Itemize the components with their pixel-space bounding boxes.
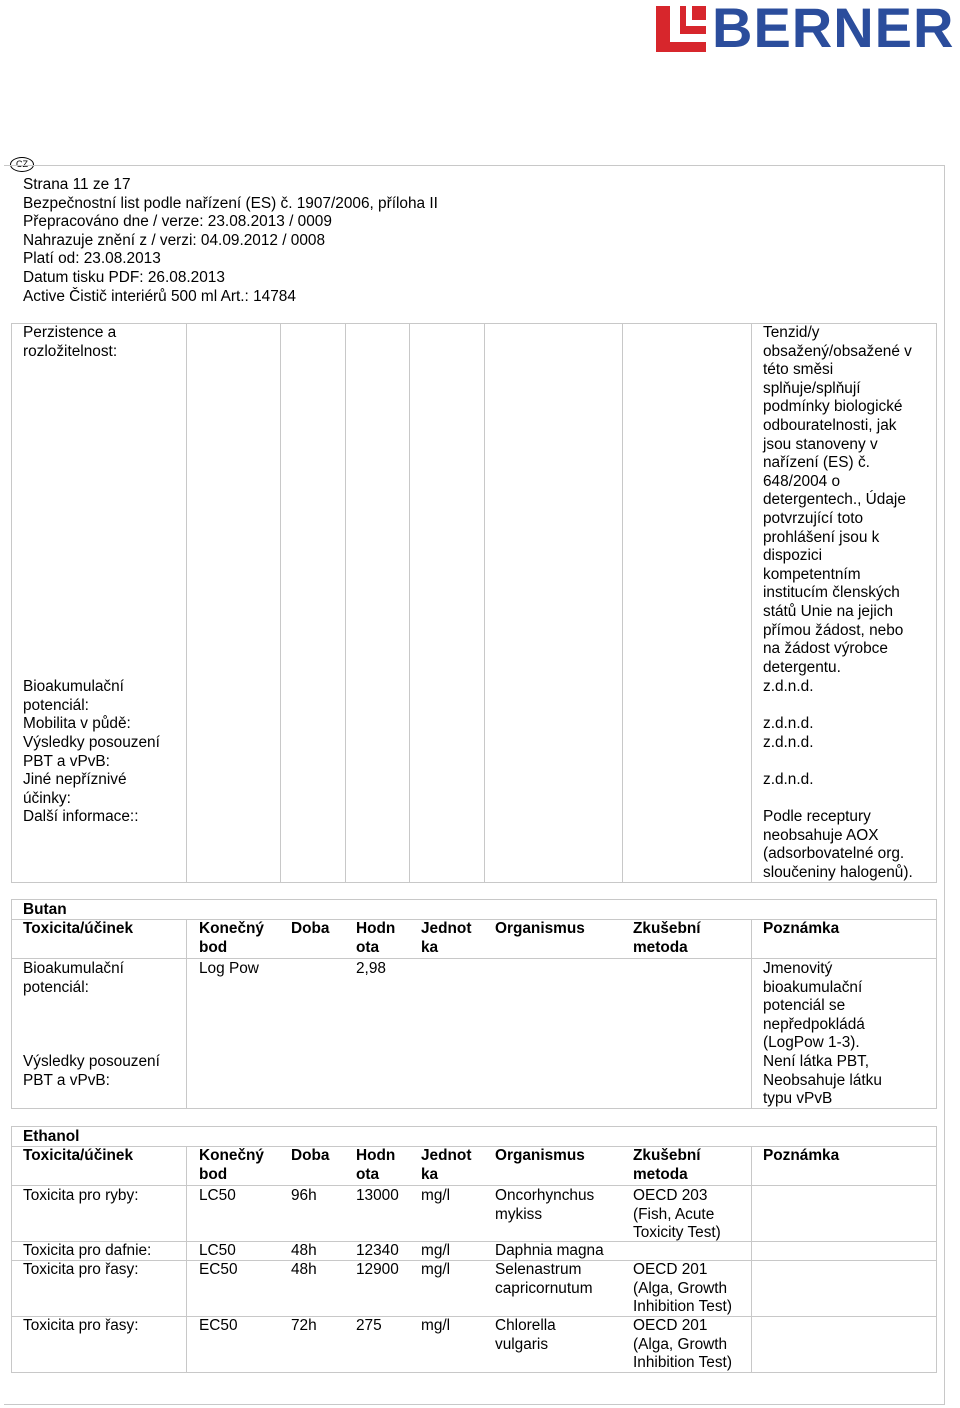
col-remark-header: Poznámka — [763, 920, 840, 937]
table-row-organism: Selenastrum capricornutum — [495, 1261, 593, 1297]
butan-pbt-label: Výsledky posouzení PBT a vPvB: — [23, 1053, 160, 1089]
substance-name-butan: Butan — [23, 901, 67, 918]
substance-name-ethanol: Ethanol — [23, 1128, 80, 1145]
table-row-unit: mg/l — [421, 1242, 451, 1259]
revision-line: Přepracováno dne / verze: 23.08.2013 / 0009 — [23, 213, 332, 231]
col-unit-header: Jednot ka — [421, 920, 472, 956]
other-effects-label: Jiné nepříznivé účinky: — [23, 771, 127, 807]
table-row-value: 275 — [356, 1317, 382, 1334]
table-row-duration: 48h — [291, 1242, 317, 1259]
further-info-note: Podle receptury neobsahuje AOX (adsorbovatelné org. sloučeniny halogenů). — [763, 808, 913, 881]
table-row-duration: 72h — [291, 1317, 317, 1334]
table-row-organism: Chlorella vulgaris — [495, 1317, 556, 1353]
replaces-line: Nahrazuje znění z / verzi: 04.09.2012 / 0008 — [23, 231, 326, 249]
col-remark-header: Poznámka — [763, 1147, 840, 1164]
table-row-effect: Toxicita pro řasy: — [23, 1261, 139, 1278]
col-method-header: Zkušební metoda — [633, 1147, 701, 1183]
valid-from-line: Platí od: 23.08.2013 — [23, 250, 161, 268]
butan-bioacc-label: Bioakumulační potenciál: — [23, 960, 124, 996]
col-value-header: Hodn ota — [356, 1147, 396, 1183]
table-row-endpoint: LC50 — [199, 1242, 236, 1259]
country-badge: CZ — [10, 157, 34, 172]
table-row-value: 12900 — [356, 1261, 399, 1278]
col-endpoint-header: Konečný bod — [199, 1147, 264, 1183]
col-organism-header: Organismus — [495, 1147, 585, 1164]
table-row-organism: Oncorhynchus mykiss — [495, 1187, 595, 1223]
berner-logo-mark-icon — [656, 6, 706, 52]
table-row-method: OECD 201 (Alga, Growth Inhibition Test) — [633, 1261, 732, 1316]
col-method-header: Zkušební metoda — [633, 920, 701, 956]
col-value-header: Hodn ota — [356, 920, 396, 956]
regulation-line: Bezpečnostní list podle nařízení (ES) č. 1907/2006, příloha II — [23, 194, 438, 212]
col-duration-header: Doba — [291, 920, 330, 937]
table-row-method: OECD 203 (Fish, Acute Toxicity Test) — [633, 1187, 721, 1242]
col-organism-header: Organismus — [495, 920, 585, 937]
table-row-duration: 48h — [291, 1261, 317, 1278]
table-row-endpoint: EC50 — [199, 1317, 238, 1334]
butan-bioacc-endpoint: Log Pow — [199, 960, 259, 977]
further-info-label: Další informace:: — [23, 808, 139, 825]
col-toxicity-header: Toxicita/účinek — [23, 1147, 134, 1164]
table-row-duration: 96h — [291, 1187, 317, 1204]
berner-logo — [656, 0, 958, 59]
col-toxicity-header: Toxicita/účinek — [23, 920, 134, 937]
table-row-endpoint: EC50 — [199, 1261, 238, 1278]
berner-logo-text: BERNER — [712, 0, 955, 59]
table-row-method: OECD 201 (Alga, Growth Inhibition Test) — [633, 1317, 732, 1372]
pbt-label: Výsledky posouzení PBT a vPvB: — [23, 734, 160, 770]
col-endpoint-header: Konečný bod — [199, 920, 264, 956]
page-number: Strana 11 ze 17 — [23, 176, 131, 193]
table-row-endpoint: LC50 — [199, 1187, 236, 1204]
mobility-value: z.d.n.d. — [763, 715, 814, 732]
col-duration-header: Doba — [291, 1147, 330, 1164]
mobility-label: Mobilita v půdě: — [23, 715, 131, 732]
table-row-effect: Toxicita pro ryby: — [23, 1187, 139, 1204]
persistence-note: Tenzid/y obsažený/obsažené v této směsi splňuje/splňují podmínky biologické odbouratelnosti, jak jsou stanoveny v nařízení (ES) č. 648/2004 o detergentech., Údaje potvrzující toto prohlášení jsou k dispozici kompetentním institucím členských států Unie na jejich přímou žádost, nebo na žádost výrobce detergentu. — [763, 324, 912, 676]
bioaccumulation-value: z.d.n.d. — [763, 678, 814, 695]
table-row-unit: mg/l — [421, 1261, 451, 1278]
document-header — [23, 176, 438, 306]
col-unit-header: Jednot ka — [421, 1147, 472, 1183]
persistence-label: Perzistence a rozložitelnost: — [23, 324, 118, 360]
table-row-unit: mg/l — [421, 1187, 451, 1204]
table-row-value: 12340 — [356, 1242, 399, 1259]
table-row-unit: mg/l — [421, 1317, 451, 1334]
product-line: Active Čistič interiérů 500 ml Art.: 14784 — [23, 287, 296, 305]
table-row-effect: Toxicita pro řasy: — [23, 1317, 139, 1334]
butan-pbt-note: Není látka PBT, Neobsahuje látku typu vPvB — [763, 1053, 882, 1108]
butan-bioacc-note: Jmenovitý bioakumulační potenciál se nepředpokládá (LogPow 1-3). — [763, 960, 865, 1052]
pbt-value: z.d.n.d. — [763, 734, 814, 751]
other-effects-value: z.d.n.d. — [763, 771, 814, 788]
butan-bioacc-value: 2,98 — [356, 960, 386, 977]
table-row-effect: Toxicita pro dafnie: — [23, 1242, 152, 1259]
print-date-line: Datum tisku PDF: 26.08.2013 — [23, 268, 225, 286]
table-row-value: 13000 — [356, 1187, 399, 1204]
table-row-organism: Daphnia magna — [495, 1242, 604, 1259]
bioaccumulation-label: Bioakumulační potenciál: — [23, 678, 124, 714]
